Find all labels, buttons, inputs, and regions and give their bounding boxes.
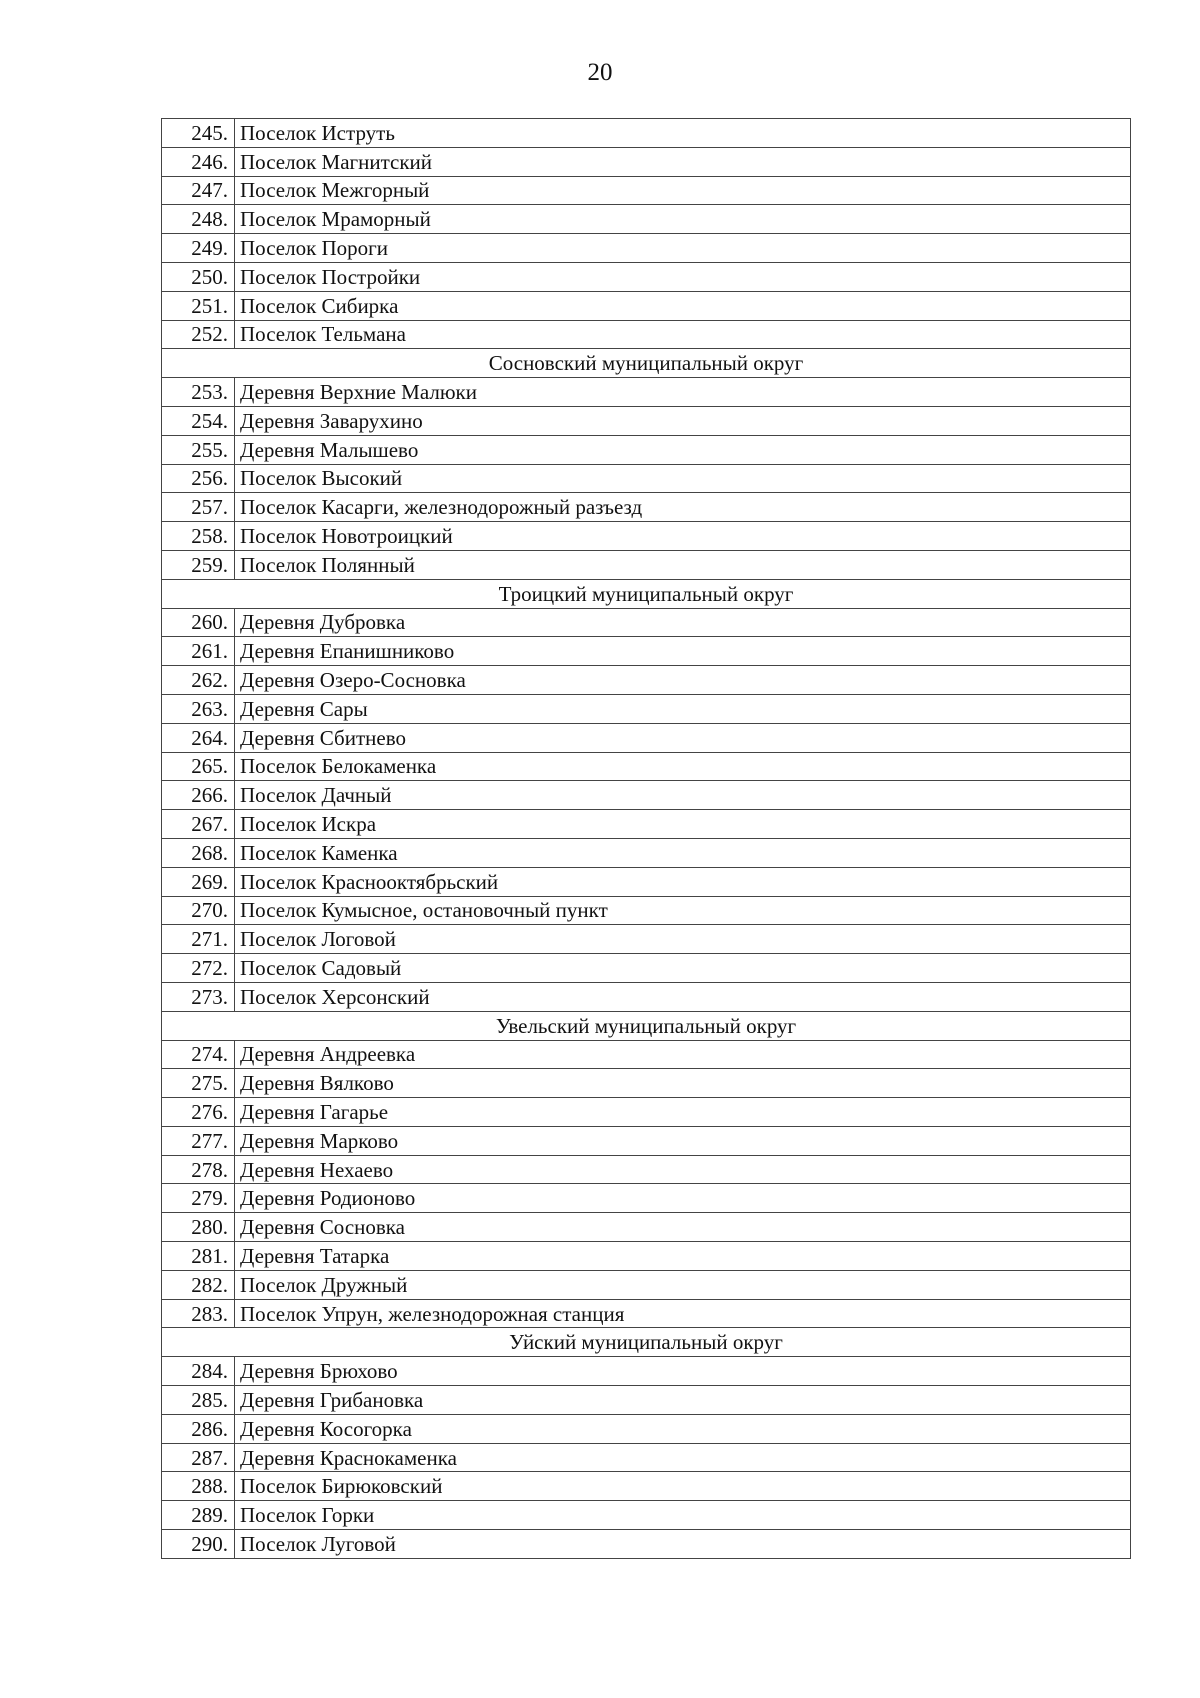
settlement-name: Поселок Высокий bbox=[235, 464, 1131, 493]
settlement-name: Деревня Андреевка bbox=[235, 1040, 1131, 1069]
settlement-name: Поселок Полянный bbox=[235, 550, 1131, 579]
row-number: 262. bbox=[162, 666, 235, 695]
table-row bbox=[162, 1299, 1131, 1328]
row-number: 252. bbox=[162, 320, 235, 349]
table-row bbox=[162, 867, 1131, 896]
row-number: 247. bbox=[162, 176, 235, 205]
row-number: 290. bbox=[162, 1530, 235, 1559]
row-number: 253. bbox=[162, 378, 235, 407]
table-row bbox=[162, 1184, 1131, 1213]
row-number: 282. bbox=[162, 1270, 235, 1299]
section-title: Увельский муниципальный округ bbox=[162, 1011, 1131, 1040]
row-number: 274. bbox=[162, 1040, 235, 1069]
row-number: 246. bbox=[162, 147, 235, 176]
section-title: Троицкий муниципальный округ bbox=[162, 579, 1131, 608]
row-number: 277. bbox=[162, 1126, 235, 1155]
settlement-name: Поселок Иструть bbox=[235, 119, 1131, 148]
table-row bbox=[162, 608, 1131, 637]
row-number: 280. bbox=[162, 1213, 235, 1242]
settlement-name: Поселок Упрун, железнодорожная станция bbox=[235, 1299, 1131, 1328]
table-row bbox=[162, 1126, 1131, 1155]
table-row bbox=[162, 810, 1131, 839]
section-header-row bbox=[162, 349, 1131, 378]
table-row bbox=[162, 1242, 1131, 1271]
row-number: 288. bbox=[162, 1472, 235, 1501]
settlement-name: Деревня Сбитнево bbox=[235, 723, 1131, 752]
table-row bbox=[162, 1155, 1131, 1184]
settlement-name: Поселок Бирюковский bbox=[235, 1472, 1131, 1501]
row-number: 248. bbox=[162, 205, 235, 234]
row-number: 268. bbox=[162, 838, 235, 867]
settlement-name: Поселок Белокаменка bbox=[235, 752, 1131, 781]
row-number: 269. bbox=[162, 867, 235, 896]
settlement-name: Поселок Постройки bbox=[235, 262, 1131, 291]
table-row bbox=[162, 1098, 1131, 1127]
table-row bbox=[162, 147, 1131, 176]
table-row bbox=[162, 896, 1131, 925]
row-number: 256. bbox=[162, 464, 235, 493]
table-row bbox=[162, 435, 1131, 464]
settlement-name: Поселок Новотроицкий bbox=[235, 522, 1131, 551]
table-row bbox=[162, 234, 1131, 263]
table-row bbox=[162, 1414, 1131, 1443]
table-row bbox=[162, 291, 1131, 320]
settlement-name: Деревня Верхние Малюки bbox=[235, 378, 1131, 407]
table-row bbox=[162, 982, 1131, 1011]
row-number: 264. bbox=[162, 723, 235, 752]
table-row bbox=[162, 1386, 1131, 1415]
row-number: 245. bbox=[162, 119, 235, 148]
section-header-row bbox=[162, 579, 1131, 608]
table-row bbox=[162, 550, 1131, 579]
settlement-name: Деревня Марково bbox=[235, 1126, 1131, 1155]
page-number: 20 bbox=[587, 59, 613, 86]
settlement-name: Поселок Сибирка bbox=[235, 291, 1131, 320]
table-row bbox=[162, 1357, 1131, 1386]
table-row bbox=[162, 838, 1131, 867]
row-number: 279. bbox=[162, 1184, 235, 1213]
table-row bbox=[162, 925, 1131, 954]
table-row bbox=[162, 176, 1131, 205]
table-row bbox=[162, 723, 1131, 752]
row-number: 260. bbox=[162, 608, 235, 637]
table-row bbox=[162, 493, 1131, 522]
settlement-name: Поселок Кумысное, остановочный пункт bbox=[235, 896, 1131, 925]
settlement-name: Поселок Луговой bbox=[235, 1530, 1131, 1559]
settlement-name: Поселок Межгорный bbox=[235, 176, 1131, 205]
row-number: 287. bbox=[162, 1443, 235, 1472]
row-number: 257. bbox=[162, 493, 235, 522]
table-row bbox=[162, 406, 1131, 435]
row-number: 255. bbox=[162, 435, 235, 464]
settlement-name: Деревня Вялково bbox=[235, 1069, 1131, 1098]
settlement-name: Поселок Дачный bbox=[235, 781, 1131, 810]
table-row bbox=[162, 320, 1131, 349]
settlement-name: Деревня Грибановка bbox=[235, 1386, 1131, 1415]
settlement-name: Деревня Нехаево bbox=[235, 1155, 1131, 1184]
settlement-name: Поселок Пороги bbox=[235, 234, 1131, 263]
row-number: 249. bbox=[162, 234, 235, 263]
settlement-name: Деревня Озеро-Сосновка bbox=[235, 666, 1131, 695]
table-row bbox=[162, 666, 1131, 695]
settlement-name: Деревня Брюхово bbox=[235, 1357, 1131, 1386]
settlement-name: Деревня Епанишниково bbox=[235, 637, 1131, 666]
row-number: 250. bbox=[162, 262, 235, 291]
settlement-name: Деревня Сары bbox=[235, 694, 1131, 723]
table-row bbox=[162, 781, 1131, 810]
settlement-name: Деревня Татарка bbox=[235, 1242, 1131, 1271]
section-header-row bbox=[162, 1328, 1131, 1357]
table-row bbox=[162, 119, 1131, 148]
table-row bbox=[162, 378, 1131, 407]
row-number: 289. bbox=[162, 1501, 235, 1530]
settlement-name: Поселок Логовой bbox=[235, 925, 1131, 954]
row-number: 259. bbox=[162, 550, 235, 579]
table-row bbox=[162, 1472, 1131, 1501]
table-row bbox=[162, 464, 1131, 493]
settlement-name: Деревня Гагарье bbox=[235, 1098, 1131, 1127]
row-number: 275. bbox=[162, 1069, 235, 1098]
settlement-name: Поселок Каменка bbox=[235, 838, 1131, 867]
row-number: 276. bbox=[162, 1098, 235, 1127]
section-header-row bbox=[162, 1011, 1131, 1040]
table-row bbox=[162, 522, 1131, 551]
settlement-name: Поселок Мраморный bbox=[235, 205, 1131, 234]
table-row bbox=[162, 954, 1131, 983]
table-row bbox=[162, 205, 1131, 234]
table-row bbox=[162, 1501, 1131, 1530]
settlement-name: Деревня Сосновка bbox=[235, 1213, 1131, 1242]
row-number: 266. bbox=[162, 781, 235, 810]
settlement-name: Деревня Косогорка bbox=[235, 1414, 1131, 1443]
row-number: 251. bbox=[162, 291, 235, 320]
settlements-table-body bbox=[162, 119, 1131, 1559]
settlement-name: Деревня Малышево bbox=[235, 435, 1131, 464]
row-number: 272. bbox=[162, 954, 235, 983]
settlement-name: Поселок Краснооктябрьский bbox=[235, 867, 1131, 896]
table-row bbox=[162, 1270, 1131, 1299]
table-row bbox=[162, 694, 1131, 723]
table-row bbox=[162, 1213, 1131, 1242]
row-number: 285. bbox=[162, 1386, 235, 1415]
settlement-name: Поселок Херсонский bbox=[235, 982, 1131, 1011]
settlement-name: Поселок Тельмана bbox=[235, 320, 1131, 349]
row-number: 265. bbox=[162, 752, 235, 781]
settlement-name: Деревня Заварухино bbox=[235, 406, 1131, 435]
section-title: Уйский муниципальный округ bbox=[162, 1328, 1131, 1357]
settlement-name: Поселок Магнитский bbox=[235, 147, 1131, 176]
row-number: 258. bbox=[162, 522, 235, 551]
row-number: 273. bbox=[162, 982, 235, 1011]
row-number: 283. bbox=[162, 1299, 235, 1328]
row-number: 263. bbox=[162, 694, 235, 723]
row-number: 254. bbox=[162, 406, 235, 435]
row-number: 261. bbox=[162, 637, 235, 666]
row-number: 267. bbox=[162, 810, 235, 839]
table-row bbox=[162, 1040, 1131, 1069]
settlement-name: Поселок Касарги, железнодорожный разъезд bbox=[235, 493, 1131, 522]
row-number: 270. bbox=[162, 896, 235, 925]
table-row bbox=[162, 1069, 1131, 1098]
table-row bbox=[162, 752, 1131, 781]
row-number: 284. bbox=[162, 1357, 235, 1386]
settlement-name: Поселок Дружный bbox=[235, 1270, 1131, 1299]
row-number: 271. bbox=[162, 925, 235, 954]
settlements-table bbox=[161, 118, 1131, 1559]
row-number: 281. bbox=[162, 1242, 235, 1271]
row-number: 286. bbox=[162, 1414, 235, 1443]
settlement-name: Поселок Горки bbox=[235, 1501, 1131, 1530]
settlement-name: Поселок Садовый bbox=[235, 954, 1131, 983]
settlement-name: Поселок Искра bbox=[235, 810, 1131, 839]
section-title: Сосновский муниципальный округ bbox=[162, 349, 1131, 378]
settlement-name: Деревня Краснокаменка bbox=[235, 1443, 1131, 1472]
table-row bbox=[162, 262, 1131, 291]
table-row bbox=[162, 637, 1131, 666]
settlement-name: Деревня Дубровка bbox=[235, 608, 1131, 637]
settlement-name: Деревня Родионово bbox=[235, 1184, 1131, 1213]
table-row bbox=[162, 1530, 1131, 1559]
row-number: 278. bbox=[162, 1155, 235, 1184]
table-row bbox=[162, 1443, 1131, 1472]
